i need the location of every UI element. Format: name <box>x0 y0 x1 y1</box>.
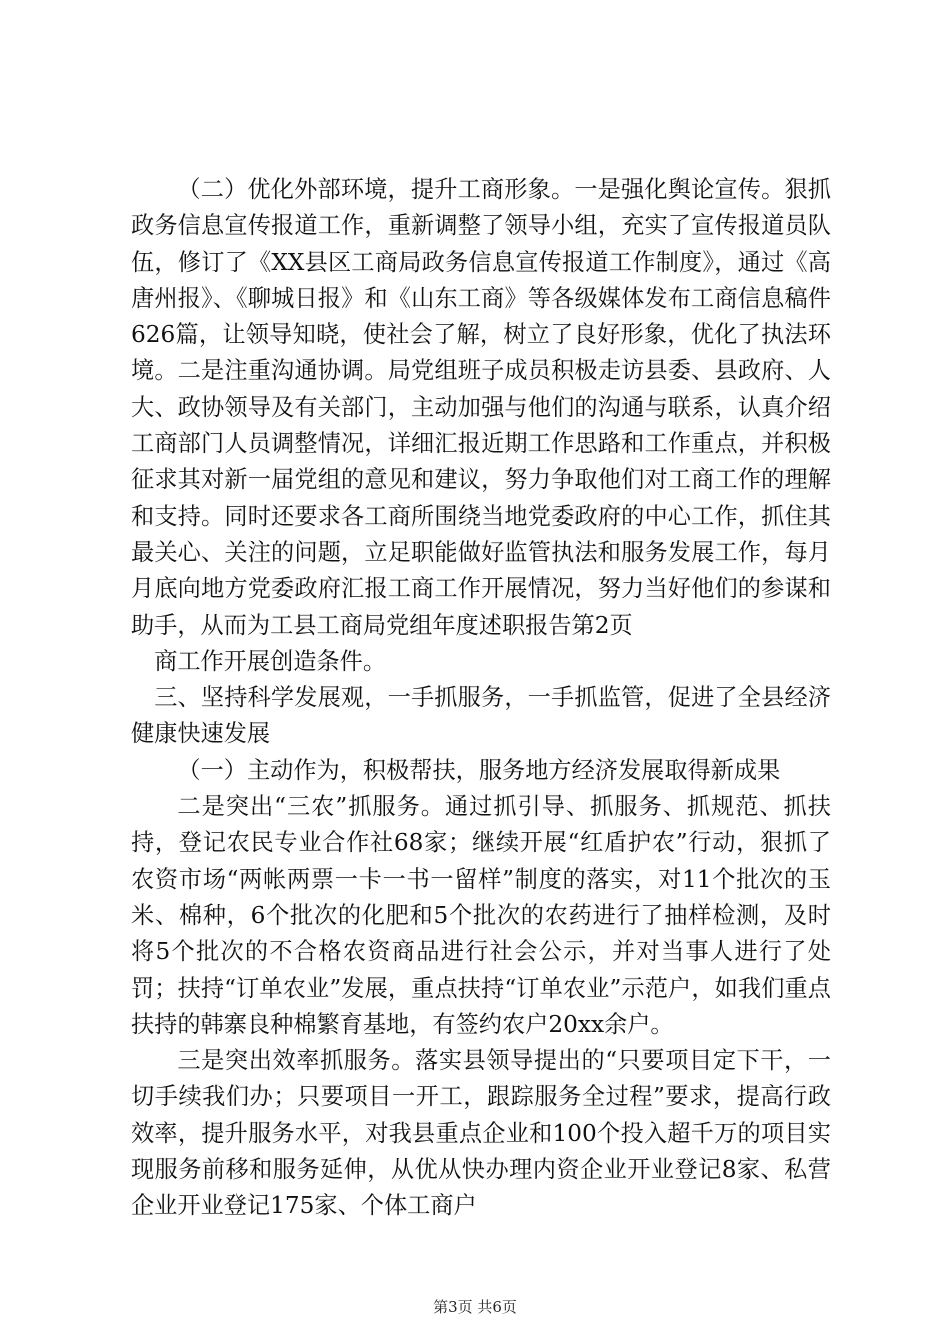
paragraph-external-environment: （二）优化外部环境，提升工商形象。一是强化舆论宣传。狠抓政务信息宣传报道工作，重新调整了领导小组，充实了宣传报道员队伍，修订了《XX县区工商局政务信息宣传报道工作制度》，通过《高唐州报》、《聊城日报》和《山东工商》等各级媒体发布工商信息稿件626篇，让领导知晓，使社会了解，树立了良好形象，优化了执法环境。二是注重沟通协调。局党组班子成员积极走访县委、县政府、人大、政协领导及有关部门，主动加强与他们的沟通与联系，认真介绍工商部门人员调整情况，详细汇报近期工作思路和工作重点，并积极征求其对新一届党组的意见和建议，努力争取他们对工商工作的理解和支持。同时还要求各工商所围绕当地党委政府的中心工作，抓住其最关心、关注的问题，立足职能做好监管执法和服务发展工作，每月月底向地方党委政府汇报工商工作开展情况，努力当好他们的参谋和助手，从而为工县工商局党组年度述职报告第2页 <box>131 176 831 639</box>
paragraph-conditions: 商工作开展创造条件。 <box>154 647 387 675</box>
paragraph-efficiency: 三是突出效率抓服务。落实县领导提出的“只要项目定下干，一切手续我们办；只要项目一开工，跟踪服务全过程”要求，提高行政效率，提升服务水平，对我县重点企业和100个投入超千万的项目实现服务前移和服务延伸，从优从快办理内资企业开业登记8家、私营企业开业登记175家、个体工商户 <box>131 1047 831 1220</box>
document-body <box>131 172 831 1225</box>
page-footer: 第3页 共6页 <box>433 1298 517 1316</box>
subsection-heading-one: （一）主动作为，积极帮扶，服务地方经济发展取得新成果 <box>177 756 781 784</box>
paragraph-three-agriculture: 二是突出“三农”抓服务。通过抓引导、抓服务、抓规范、抓扶持，登记农民专业合作社68家；继续开展“红盾护农”行动，狠抓了农资市场“两帐两票一卡一书一留样”制度的落实，对11个批次的玉米、棉种，6个批次的化肥和5个批次的农药进行了抽样检测，及时将5个批次的不合格农资商品进行社会公示，并对当事人进行了处罚；扶持“订单农业”发展，重点扶持“订单农业”示范户，如我们重点扶持的韩寨良种棉繁育基地，有签约农户20xx余户。 <box>131 793 831 1038</box>
section-heading-three: 三、坚持科学发展观，一手抓服务，一手抓监管，促进了全县经济健康快速发展 <box>131 684 831 748</box>
